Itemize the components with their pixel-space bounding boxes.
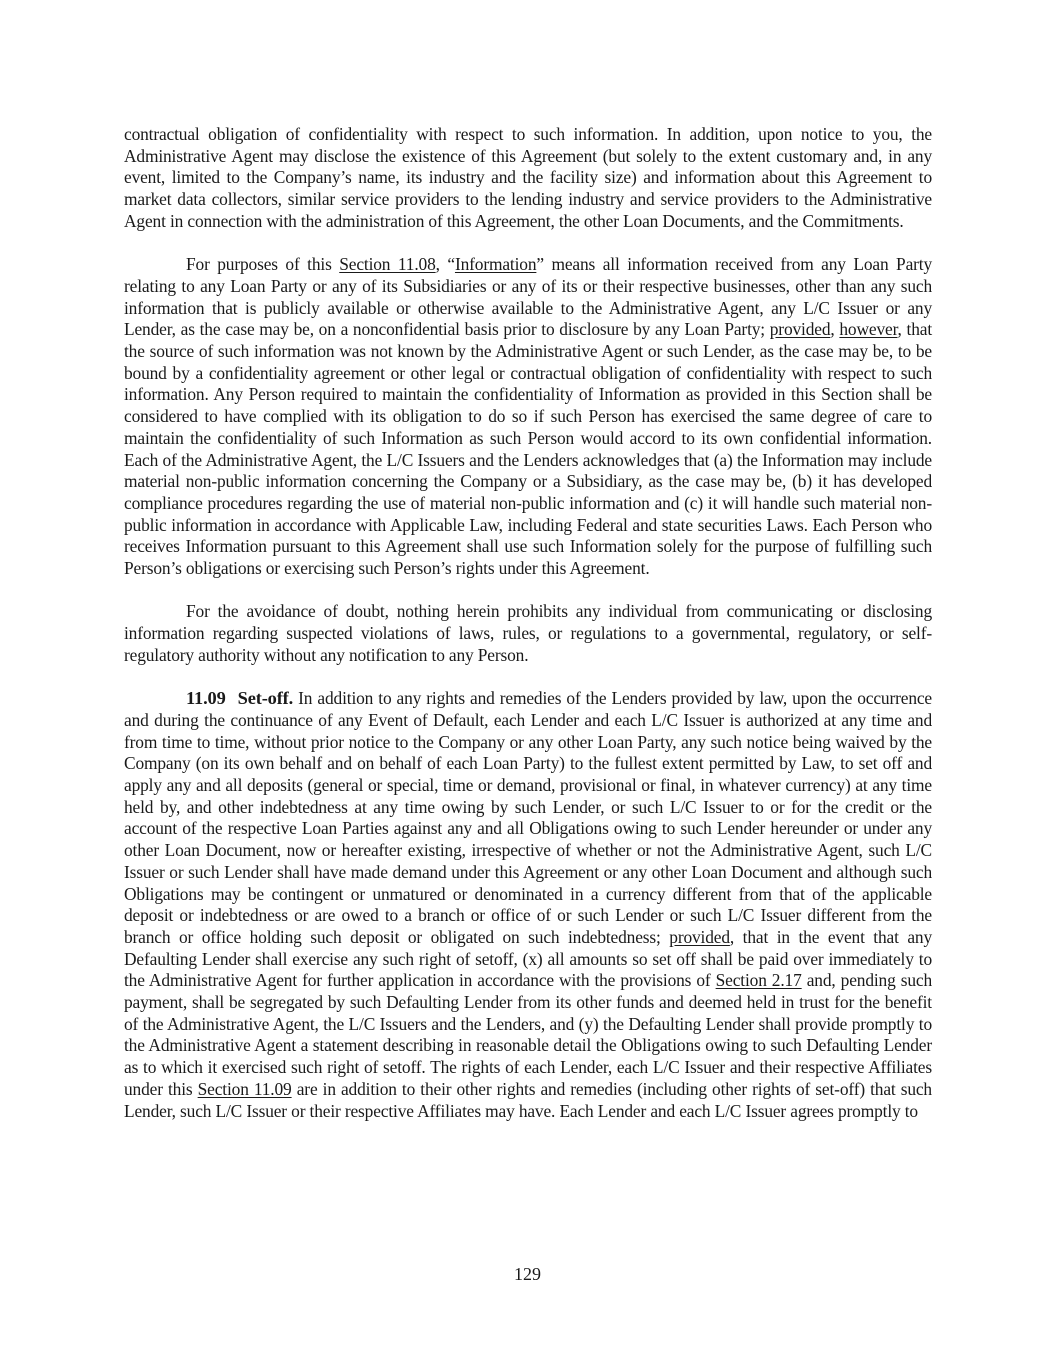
text-run: are in addition to their other rights and remedies (including other rights of set-off) that such Lender, such L/C Issuer or their respective Affiliates may have. Each Lender and each L/C Issuer agrees promptly to	[124, 1078, 932, 1121]
underlined-term: Section 2.17	[715, 970, 802, 991]
page-number: 129	[514, 1264, 541, 1284]
text-run: In addition to any rights and remedies of the Lenders provided by law, upon the occurrence and during the continuance of any Event of Default, each Lender and each L/C Issuer is authorized at any time and from time to time, without prior notice to the Company or any other Loan Party, any such notice being waived by the Company (on its own behalf and on behalf of each Loan Party) to the fullest extent permitted by Law, to set off and apply any and all deposits (general or special, time or demand, provisional or final, in whatever currency) at any time held by, and other indebtedness at any time owing by such Lender, or such L/C Issuer to or for the credit or the account of the respective Loan Parties against any and all Obligations owing to such Lender hereunder or under any other Loan Document, now or hereafter existing, irrespective of whether or not the Administrative Agent, such L/C Issuer or such Lender shall have made demand under this Agreement or any other Loan Document and although such Obligations may be contingent or unmatured or denominated in a currency different from that of the applicable deposit or indebtedness or are owed to a branch or office of or such Lender or such L/C Issuer different from the branch or office holding such deposit or obligated on such indebtedness;	[124, 688, 932, 947]
underlined-term: Section 11.09	[197, 1078, 292, 1099]
text-run: ,	[830, 319, 840, 340]
underlined-term: provided	[669, 926, 730, 947]
text-run: , that in the event that any Defaulting Lender shall exercise any such right of setoff, (x) all amounts so set off shall be paid over immediately to the Administrative Agent for further application in accordance with the provisions of	[124, 926, 933, 991]
section-11-09-set-off	[124, 688, 932, 1122]
section-title: Set-off.	[237, 688, 294, 709]
text-run: ” means all information received from any Loan Party relating to any Loan Party or any of its Subsidiaries or any of its or their respective businesses, other than any such information that is publicly available or otherwise available to the Administrative Agent, any L/C Issuer or any Lender, as the case may be, on a nonconfidential basis prior to disclosure by any Loan Party;	[124, 254, 933, 340]
paragraph-avoidance-of-doubt	[124, 601, 932, 666]
underlined-term: Section 11.08	[339, 254, 436, 275]
underlined-term: however	[839, 319, 898, 340]
underlined-term: Information	[454, 254, 537, 275]
text-run: For the avoidance of doubt, nothing herein prohibits any individual from communicating or disclosing information regarding suspected violations of laws, rules, or regulations to a governmental, regulatory, or self-regulatory authority without any notification to any Person.	[124, 601, 932, 665]
text-run: , “	[435, 254, 455, 275]
section-number: 11.09	[186, 688, 226, 709]
text-run: , that the source of such information was not known by the Administrative Agent or such Lender, as the case may be, to be bound by a confidentiality agreement or other legal or contractual obligation of confidentiality with respect to such information. Any Person required to maintain the confidentiality of Information as provided in this Section shall be considered to have complied with its obligation to do so if such Person has exercised the same degree of care to maintain the confidentiality of such Information as such Person would accord to its own confidential information. Each of the Administrative Agent, the L/C Issuers and the Lenders acknowledges that (a) the Information may include material non-public information concerning the Company or a Subsidiary, as the case may be, (b) it has developed compliance procedures regarding the use of material non-public information and (c) it will handle such material non-public information in accordance with Applicable Law, including Federal and state securities Laws. Each Person who receives Information pursuant to this Agreement shall use such Information solely for the purpose of fulfilling such Person’s obligations or exercising such Person’s rights under this Agreement.	[124, 319, 932, 579]
document-page	[124, 124, 932, 1144]
text-run: contractual obligation of confidentiality with respect to such information. In addition, upon notice to you, the Administrative Agent may disclose the existence of this Agreement (but solely to the extent customary and, in any event, limited to the Company’s name, its industry and the facility size) and information about this Agreement to market data collectors, similar service providers to the lending industry and service providers to the Administrative Agent in connection with the administration of this Agreement, the other Loan Documents, and the Commitments.	[124, 124, 932, 231]
text-run: For purposes of this	[186, 254, 340, 275]
text-run: and, pending such payment, shall be segregated by such Defaulting Lender from its other funds and deemed held in trust for the benefit of the Administrative Agent, the L/C Issuers and the Lenders, and (y) the Defaulting Lender shall provide promptly to the Administrative Agent a statement describing in reasonable detail the Obligations owing to such Defaulting Lender as to which it exercised such right of setoff. The rights of each Lender, each L/C Issuer and their respective Affiliates under this	[124, 970, 932, 1099]
section-body	[124, 688, 932, 1120]
paragraph-information-definition	[124, 254, 932, 580]
underlined-term: provided	[769, 319, 831, 340]
paragraph-confidentiality-continued	[124, 124, 932, 233]
